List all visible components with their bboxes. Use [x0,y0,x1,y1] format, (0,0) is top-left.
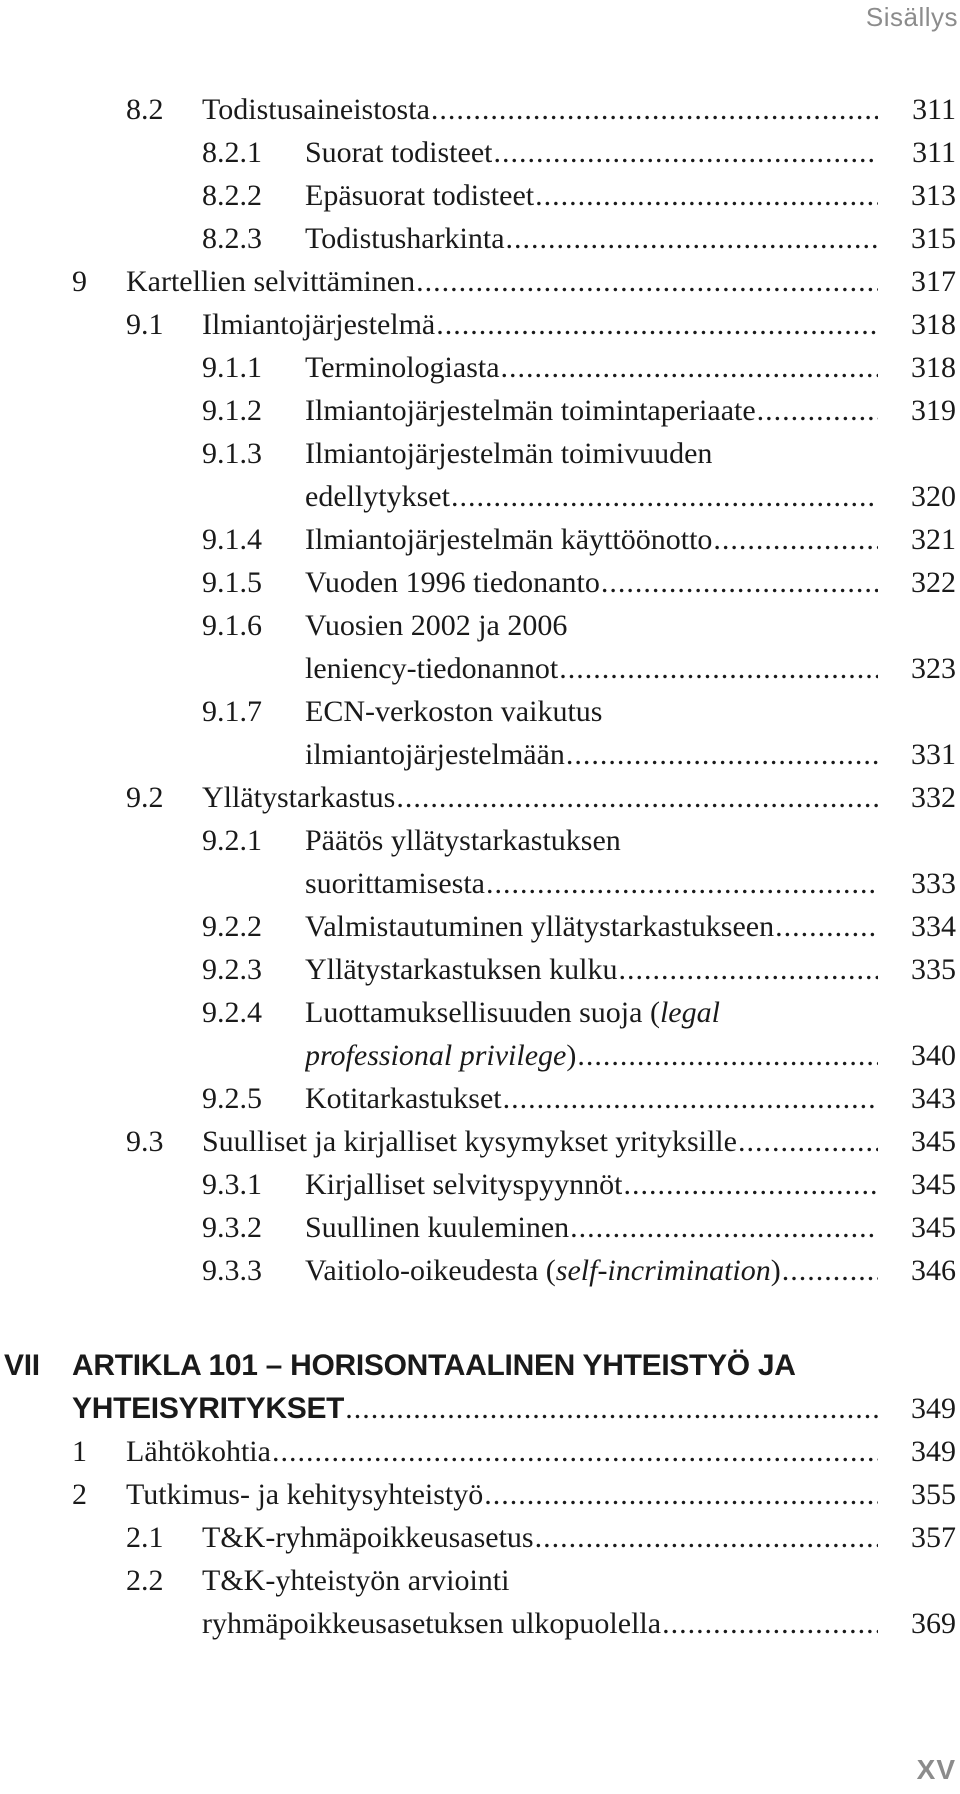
toc-entry[interactable] [0,692,960,732]
toc-leader [600,563,878,603]
toc-entry[interactable] [0,219,960,259]
toc-number: 9.3.1 [202,1168,262,1201]
toc-leader [617,950,878,990]
toc-page: 349 [911,1435,956,1468]
toc-page: 318 [911,308,956,341]
toc-leader [661,1604,878,1644]
toc-entry[interactable] [0,1208,960,1248]
toc-title: Suullinen kuuleminen [305,1211,570,1244]
running-head: Sisällys [865,2,958,32]
toc-leader [344,1389,878,1429]
toc-title: Tutkimus- ja kehitysyhteistyö [126,1478,484,1511]
toc-title: Kirjalliset selvityspyynnöt [305,1168,623,1201]
toc-title: Terminologiasta [305,351,500,384]
toc-entry-continuation[interactable] [0,1036,960,1076]
toc-page: 311 [912,93,956,126]
toc-number: 9.1.4 [202,523,262,556]
toc-entry-continuation[interactable] [0,649,960,689]
toc-page: 345 [911,1168,956,1201]
toc-number: 1 [72,1435,87,1468]
toc-entry[interactable] [0,1165,960,1205]
toc-title: Vuosien 2002 ja 2006 [305,609,568,642]
toc-leader [534,1518,878,1558]
toc-page: 349 [911,1392,956,1425]
toc-title-continuation: leniency-tiedonannot [305,652,559,685]
toc-title: Suulliset ja kirjalliset kysymykset yrityksille [202,1125,737,1158]
toc-number: 9.2.2 [202,910,262,943]
toc-title: Valmistautuminen yllätystarkastukseen [305,910,775,943]
toc-number: 8.2.3 [202,222,262,255]
toc-title: Todistusaineistosta [202,93,430,126]
toc-page: 332 [911,781,956,814]
toc-page: 331 [911,738,956,771]
toc-title-continuation: suorittamisesta [305,867,485,900]
toc-leader [485,864,878,904]
toc-entry[interactable] [0,1475,960,1515]
toc-title-continuation: YHTEISYRITYKSET [72,1392,345,1425]
toc-number: 9.3.3 [202,1254,262,1287]
toc-entry[interactable] [0,1251,960,1291]
toc-title: Vaitiolo-oikeudesta (self-incrimination) [305,1254,781,1287]
toc-entry[interactable] [0,391,960,431]
toc-title: Yllätystarkastuksen kulku [305,953,618,986]
toc-page: 345 [911,1211,956,1244]
toc-title: ARTIKLA 101 – HORISONTAALINEN YHTEISTYÖ JA [72,1349,796,1382]
toc-entry-continuation[interactable] [0,735,960,775]
page-number: XV [916,1754,956,1785]
toc-leader [774,907,878,947]
toc-leader [576,1036,878,1076]
toc-page: 318 [911,351,956,384]
toc-leader [435,305,878,345]
toc-page: 321 [911,523,956,556]
toc-leader [500,348,878,388]
toc-number: 9.1 [126,308,164,341]
toc-title: Päätös yllätystarkastuksen [305,824,621,857]
toc-title: Ilmiantojärjestelmä [202,308,436,341]
toc-leader [756,391,878,431]
toc-leader [395,778,878,818]
toc-entry[interactable] [0,262,960,302]
toc-title: Yllätystarkastus [202,781,396,814]
toc-number: 9.3.2 [202,1211,262,1244]
toc-title: Luottamuksellisuuden suoja (legal [305,996,720,1029]
toc-leader [565,735,878,775]
toc-entry[interactable] [0,606,960,646]
toc-number: 8.2.2 [202,179,262,212]
toc-page: 320 [911,480,956,513]
toc-title: Kotitarkastukset [305,1082,502,1115]
toc-page: 333 [911,867,956,900]
toc-title: Ilmiantojärjestelmän toimintaperiaate [305,394,756,427]
toc-entry-continuation[interactable] [0,864,960,904]
toc-title-continuation: ryhmäpoikkeusasetuksen ulkopuolella [202,1607,662,1640]
toc-entry[interactable] [0,176,960,216]
toc-leader [430,90,878,130]
toc-page: 322 [911,566,956,599]
toc-title: Ilmiantojärjestelmän toimivuuden [305,437,713,470]
toc-entry[interactable] [0,305,960,345]
toc-entry-continuation[interactable] [0,1389,960,1429]
toc-page: 311 [912,136,956,169]
toc-entry-continuation[interactable] [0,1604,960,1644]
toc-number: 9.2.5 [202,1082,262,1115]
toc-number: 9.1.2 [202,394,262,427]
toc-leader [534,176,878,216]
toc-title: Ilmiantojärjestelmän käyttöönotto [305,523,713,556]
toc-leader [415,262,878,302]
toc-number: 9.2.1 [202,824,262,857]
toc-leader [450,477,878,517]
toc-title-continuation: professional privilege) [305,1039,577,1072]
toc-number: 9.1.5 [202,566,262,599]
toc-entry[interactable] [0,1122,960,1162]
toc-title: T&K-yhteistyön arviointi [202,1564,510,1597]
toc-number: 9.1.7 [202,695,262,728]
toc-number: 9.3 [126,1125,164,1158]
toc-title-continuation: edellytykset [305,480,450,513]
toc-title: Todistusharkinta [305,222,505,255]
toc-entry[interactable] [0,520,960,560]
toc-entry[interactable] [0,90,960,130]
toc-title-continuation: ilmiantojärjestelmään [305,738,565,771]
toc-title: T&K-ryhmäpoikkeusasetus [202,1521,534,1554]
toc-number: 2.1 [126,1521,164,1554]
toc-number: 9.2.4 [202,996,262,1029]
toc-entry[interactable] [0,1561,960,1601]
toc-leader [271,1432,878,1472]
toc-part-heading[interactable] [0,1346,960,1386]
toc-page: 323 [911,652,956,685]
toc-number: 8.2 [126,93,164,126]
toc-entry-continuation[interactable] [0,477,960,517]
toc-page: 343 [911,1082,956,1115]
toc-title: Kartellien selvittäminen [126,265,416,298]
toc-title: Epäsuorat todisteet [305,179,535,212]
toc-leader [781,1251,878,1291]
toc-leader [622,1165,878,1205]
toc-leader [502,1079,878,1119]
toc-page: 334 [911,910,956,943]
toc-entry[interactable] [0,563,960,603]
toc-entry[interactable] [0,434,960,474]
toc-number: 2.2 [126,1564,164,1597]
toc-leader [483,1475,878,1515]
toc-entry[interactable] [0,778,960,818]
toc-leader [737,1122,878,1162]
toc-entry[interactable] [0,348,960,388]
toc-title: ECN-verkoston vaikutus [305,695,603,728]
toc-page: 313 [911,179,956,212]
toc-number: 9.1.3 [202,437,262,470]
toc-page: 315 [911,222,956,255]
toc-page: 369 [911,1607,956,1640]
toc-page: 317 [911,265,956,298]
toc-number: 2 [72,1478,87,1511]
toc-entry[interactable] [0,950,960,990]
toc-number: 9.1.1 [202,351,262,384]
toc-page: 319 [911,394,956,427]
toc-leader [505,219,878,259]
toc-page: 346 [911,1254,956,1287]
toc-title: Suorat todisteet [305,136,493,169]
toc-entry[interactable] [0,907,960,947]
toc-page: 355 [911,1478,956,1511]
toc-entry[interactable] [0,993,960,1033]
toc-entry[interactable] [0,1079,960,1119]
toc-number: 8.2.1 [202,136,262,169]
toc-title: Lähtökohtia [126,1435,271,1468]
toc-entry[interactable] [0,821,960,861]
toc-leader [558,649,878,689]
toc-number: 9.2 [126,781,164,814]
toc-entry[interactable] [0,1518,960,1558]
toc-number: 9.2.3 [202,953,262,986]
toc-page: 340 [911,1039,956,1072]
toc-entry[interactable] [0,1432,960,1472]
toc-page: 357 [911,1521,956,1554]
toc-page: 345 [911,1125,956,1158]
toc-leader [569,1208,878,1248]
toc-title: Vuoden 1996 tiedonanto [305,566,600,599]
toc-leader [492,133,878,173]
toc-entry[interactable] [0,133,960,173]
toc-leader [712,520,878,560]
toc-number: 9.1.6 [202,609,262,642]
toc-part-number: VII [4,1349,40,1382]
toc-number: 9 [72,265,87,298]
toc-page: 335 [911,953,956,986]
